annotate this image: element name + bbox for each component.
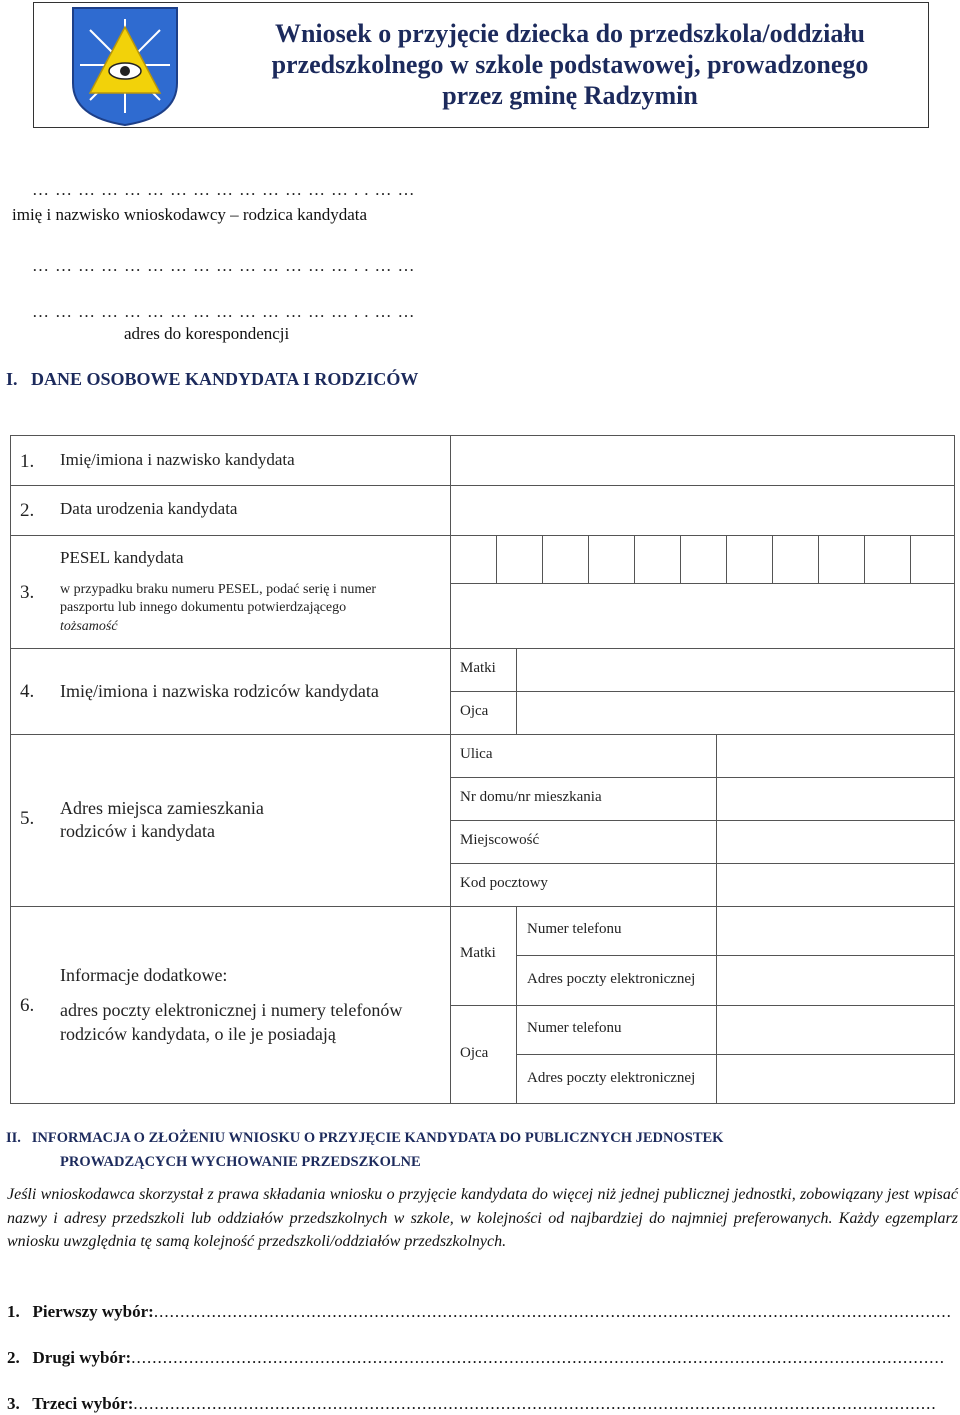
second-choice-field[interactable]: ...........................................................................................................................................................	[131, 1348, 945, 1367]
child-name-input[interactable]	[451, 436, 954, 485]
mother-email-input[interactable]	[717, 956, 954, 1005]
title-line-1: Wniosek o przyjęcie dziecka do przedszkola/oddziału	[274, 19, 866, 48]
street-input[interactable]	[717, 735, 954, 777]
address-label: adres do korespondencji	[124, 324, 290, 343]
second-choice	[7, 1348, 945, 1368]
city-input[interactable]	[717, 821, 954, 863]
crest-logo	[70, 5, 180, 127]
row-2-number: 2.	[20, 500, 35, 521]
father-phone-input[interactable]	[717, 1006, 954, 1054]
third-choice	[7, 1394, 937, 1414]
mother-phone-label: Numer telefonu	[527, 921, 622, 937]
form-title	[220, 18, 920, 111]
row-3-note-2: paszportu lub innego dokumentu potwierdzającego	[60, 600, 347, 615]
father-contact-label: Ojca	[460, 1045, 489, 1061]
father-email-input[interactable]	[717, 1055, 954, 1103]
section-1-title: I. DANE OSOBOWE KANDYDATA I RODZICÓW	[6, 369, 419, 389]
birth-date-input[interactable]	[451, 486, 954, 535]
row-4-number: 4.	[20, 681, 35, 702]
title-line-3: przez gminę Radzymin	[442, 81, 698, 110]
mother-phone-input[interactable]	[717, 907, 954, 955]
row-3-note-3: tożsamość	[60, 619, 118, 634]
row-5-number: 5.	[20, 808, 35, 829]
row-6-number: 6.	[20, 995, 35, 1016]
document-number-input[interactable]	[451, 584, 954, 648]
row-5-label-2: rodziców i kandydata	[60, 821, 215, 841]
address-field-1[interactable]: ……………………………………..……	[32, 256, 421, 275]
father-name-input[interactable]	[517, 692, 954, 734]
postal-code-input[interactable]	[717, 864, 954, 906]
section-2-intro: Jeśli wnioskodawca skorzystał z prawa składania wniosku o przyjęcie kandydata do więcej niż jednej publicznej jednostki, zobowiązany jest wpisać nazwy i adresy przedszkoli lub oddziałów przedszkolnych w szkole, w kolejności od najbardziej do najmniej preferowanych. Każdy egzemplarz wniosku uwzględnia tę samą kolejność przedszkoli/oddziałów przedszkolnych.	[7, 1186, 958, 1250]
title-line-2: przedszkolnego w szkole podstawowej, prowadzonego	[271, 50, 869, 79]
row-3-label: PESEL kandydata	[60, 548, 184, 567]
house-number-label: Nr domu/nr mieszkania	[460, 789, 602, 805]
house-number-input[interactable]	[717, 778, 954, 820]
third-choice-label: 3. Trzeci wybór:	[7, 1394, 134, 1413]
second-choice-label: 2. Drugi wybór:	[7, 1348, 132, 1367]
mother-label: Matki	[460, 660, 496, 676]
applicant-name-label: imię i nazwisko wnioskodawcy – rodzica kandydata	[12, 205, 368, 224]
mother-email-label: Adres poczty elektronicznej	[527, 971, 696, 987]
row-5-label-1: Adres miejsca zamieszkania	[60, 798, 264, 818]
first-choice-field[interactable]: ........................................................................................................................................................	[153, 1302, 952, 1321]
row-4-label: Imię/imiona i nazwiska rodziców kandydata	[60, 681, 379, 701]
applicant-name-field[interactable]: ……………………………………..……	[32, 180, 421, 199]
mother-contact-label: Matki	[460, 945, 496, 961]
street-label: Ulica	[460, 746, 493, 762]
row-6-label-1: Informacje dodatkowe:	[60, 965, 228, 985]
row-1-label: Imię/imiona i nazwisko kandydata	[60, 450, 295, 469]
third-choice-field[interactable]: .........................................................................................................................................................	[133, 1394, 937, 1413]
row-2-label: Data urodzenia kandydata	[60, 499, 238, 518]
pesel-input[interactable]	[451, 536, 954, 583]
row-3-number: 3.	[20, 582, 35, 603]
father-email-label: Adres poczty elektronicznej	[527, 1070, 696, 1086]
address-field-2[interactable]: ……………………………………..……	[32, 302, 421, 321]
father-phone-label: Numer telefonu	[527, 1020, 622, 1036]
section-2-title-line-2: PROWADZĄCYCH WYCHOWANIE PRZEDSZKOLNE	[60, 1154, 421, 1170]
first-choice-label: 1. Pierwszy wybór:	[7, 1302, 154, 1321]
first-choice	[7, 1302, 952, 1322]
father-label: Ojca	[460, 703, 489, 719]
postal-code-label: Kod pocztowy	[460, 875, 548, 891]
row-6-label-2: adres poczty elektronicznej i numery telefonów	[60, 1000, 403, 1020]
row-3-note-1: w przypadku braku numeru PESEL, podać serię i numer	[60, 582, 377, 597]
row-6-label-3: rodziców kandydata, o ile je posiadają	[60, 1024, 336, 1044]
city-label: Miejscowość	[460, 832, 540, 848]
mother-name-input[interactable]	[517, 649, 954, 691]
row-1-number: 1.	[20, 451, 35, 472]
section-2-title-line-1: II. INFORMACJA O ZŁOŻENIU WNIOSKU O PRZYJĘCIE KANDYDATA DO PUBLICZNYCH JEDNOSTEK	[6, 1130, 724, 1146]
